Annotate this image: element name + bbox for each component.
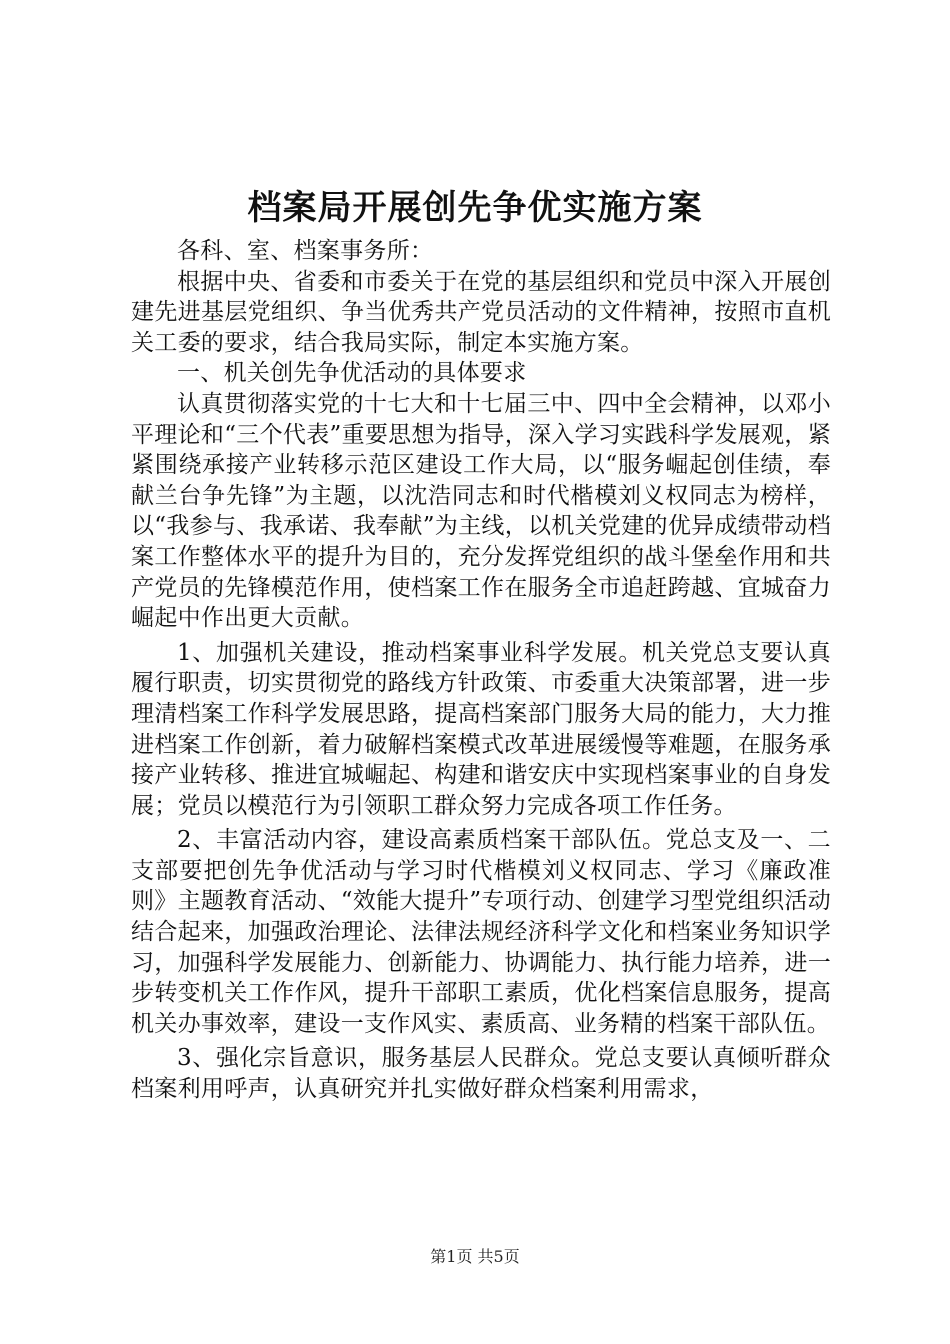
intro-paragraph: 根据中央、省委和市委关于在党的基层组织和党员中深入开展创建先进基层党组织、争当优秀共产党员活动的文件精神，按照市直机关工委的要求，结合我局实际，制定本实施方案。 (131, 268, 831, 356)
section-heading: 一、机关创先争优活动的具体要求 (177, 360, 527, 387)
document-body (131, 236, 831, 1105)
salutation-paragraph: 各科、室、档案事务所： (177, 238, 434, 264)
body-paragraph: 认真贯彻落实党的十七大和十七届三中、四中全会精神，以邓小平理论和“三个代表”重要思想为指导，深入学习实践科学发展观，紧紧围绕承接产业转移示范区建设工作大局，以“服务崛起创佳绩，奉献兰台争先锋”为主题，以沈浩同志和时代楷模刘义权同志为榜样，以“我参与、我承诺、我奉献”为主线，以机关党建的优异成绩带动档案工作整体水平的提升为目的，充分发挥党组织的战斗堡垒作用和共产党员的先锋模范作用，使档案工作在服务全市追赶跨越、宜城奋力崛起中作出更大贡献。 (131, 390, 831, 632)
item-paragraph-1: 1、加强机关建设，推动档案事业科学发展。机关党总支要认真履行职责，切实贯彻党的路线方针政策、市委重大决策部署，进一步理清档案工作科学发展思路，提高档案部门服务大局的能力，大力推进档案工作创新，着力破解档案模式改革进展缓慢等难题，在服务承接产业转移、推进宜城崛起、构建和谐安庆中实现档案事业的自身发展；党员以模范行为引领职工群众努力完成各项工作任务。 (131, 639, 831, 819)
item-paragraph-3: 3、强化宗旨意识，服务基层人民群众。党总支要认真倾听群众档案利用呼声，认真研究并扎实做好群众档案利用需求， (131, 1045, 831, 1103)
document-title: 档案局开展创先争优实施方案 (247, 188, 703, 228)
page-number-footer: 第1页 共5页 (430, 1247, 520, 1266)
item-paragraph-2: 2、丰富活动内容，建设高素质档案干部队伍。党总支及一、二支部要把创先争优活动与学习时代楷模刘义权同志、学习《廉政准则》主题教育活动、“效能大提升”专项行动、创建学习型党组织活动结合起来，加强政治理论、法律法规经济科学文化和档案业务知识学习，加强科学发展能力、创新能力、协调能力、执行能力培养，进一步转变机关工作作风，提升干部职工素质，优化档案信息服务，提高机关办事效率，建设一支作风实、素质高、业务精的档案干部队伍。 (131, 827, 831, 1037)
